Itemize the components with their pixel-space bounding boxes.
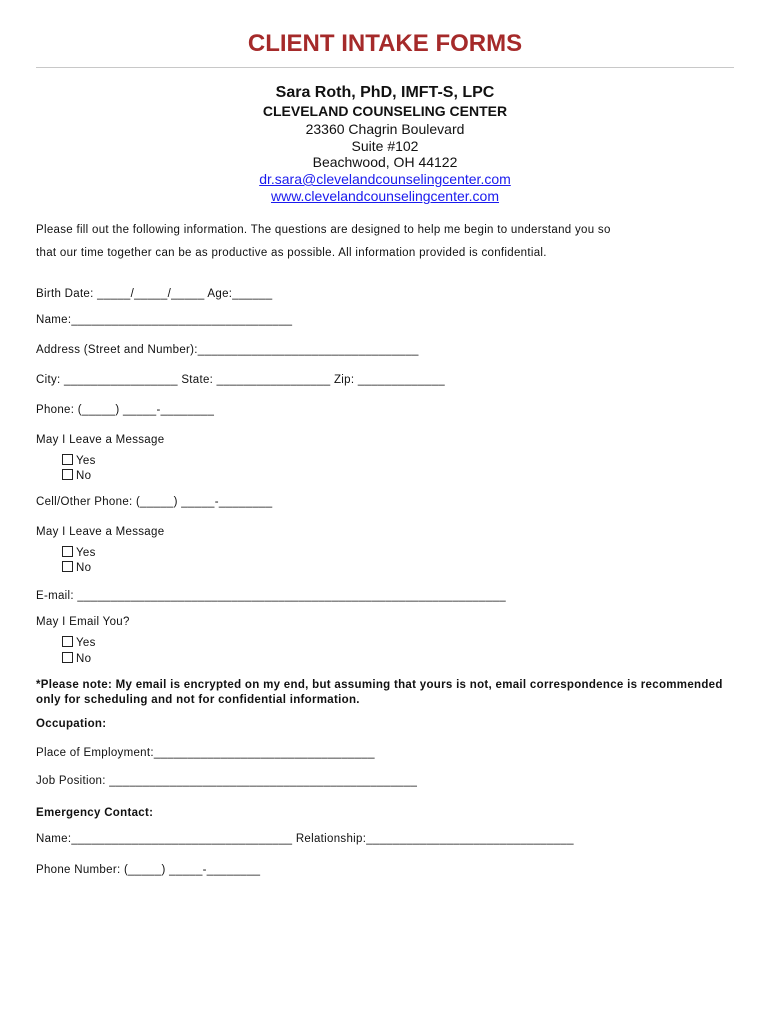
- checkbox-icon: [62, 454, 73, 465]
- address-line-1: 23360 Chagrin Boulevard: [305, 121, 465, 137]
- option-label: No: [76, 653, 92, 665]
- occupation-heading: Occupation:: [36, 718, 107, 730]
- checkbox-icon: [62, 561, 73, 572]
- message-phone-no-checkbox[interactable]: [62, 469, 91, 482]
- form-title: CLIENT INTAKE FORMS: [247, 30, 523, 57]
- option-label: Yes: [76, 455, 96, 467]
- name-field[interactable]: Name:_________________________________: [36, 314, 293, 326]
- city-state-zip-field[interactable]: City: _________________ State: _________________ Zip: _____________: [36, 374, 445, 386]
- birth-date-age-field[interactable]: Birth Date: _____/_____/_____ Age:______: [36, 288, 273, 300]
- email-note: *Please note: My email is encrypted on my end, but assuming that yours is not, email correspondence is recommended only for scheduling and not for confidential information.: [36, 679, 723, 706]
- checkbox-icon: [62, 636, 73, 647]
- checkbox-icon: [62, 546, 73, 557]
- emergency-name-relationship-field[interactable]: Name:_________________________________ Relationship:_______________________________: [36, 833, 574, 845]
- address-field[interactable]: Address (Street and Number):_________________________________: [36, 344, 419, 356]
- website-link[interactable]: www.clevelandcounselingcenter.com: [270, 188, 499, 204]
- checkbox-icon: [62, 652, 73, 663]
- checkbox-icon: [62, 469, 73, 480]
- address-line-2: Suite #102: [351, 138, 419, 154]
- email-no-checkbox[interactable]: [62, 652, 91, 665]
- phone-field[interactable]: Phone: (_____) _____-________: [36, 404, 215, 416]
- message-question-phone: May I Leave a Message: [36, 434, 165, 446]
- email-question: May I Email You?: [36, 616, 130, 628]
- message-question-cell: May I Leave a Message: [36, 526, 165, 538]
- cell-phone-field[interactable]: Cell/Other Phone: (_____) _____-________: [36, 496, 273, 508]
- message-cell-yes-checkbox[interactable]: [62, 546, 96, 559]
- intro-line-1: Please fill out the following information. The questions are designed to help me begin to understand you so: [36, 224, 611, 236]
- emergency-heading: Emergency Contact:: [36, 807, 154, 819]
- therapist-name: Sara Roth, PhD, IMFT-S, LPC: [275, 84, 495, 101]
- email-field[interactable]: E-mail: ________________________________________________________________: [36, 590, 506, 602]
- job-position-field[interactable]: Job Position: ______________________________________________: [36, 775, 418, 787]
- employment-field[interactable]: Place of Employment:_________________________________: [36, 747, 375, 759]
- option-label: No: [76, 470, 92, 482]
- title-divider: [36, 67, 734, 68]
- message-cell-no-checkbox[interactable]: [62, 561, 91, 574]
- option-label: Yes: [76, 547, 96, 559]
- option-label: No: [76, 562, 92, 574]
- address-line-3: Beachwood, OH 44122: [312, 154, 458, 170]
- emergency-phone-field[interactable]: Phone Number: (_____) _____-________: [36, 864, 261, 876]
- option-label: Yes: [76, 637, 96, 649]
- email-link[interactable]: dr.sara@clevelandcounselingcenter.com: [259, 171, 511, 187]
- email-yes-checkbox[interactable]: [62, 636, 96, 649]
- message-phone-yes-checkbox[interactable]: [62, 454, 96, 467]
- center-name: CLEVELAND COUNSELING CENTER: [262, 103, 508, 119]
- intro-line-2: that our time together can be as productive as possible. All information provided is confidential.: [36, 247, 547, 259]
